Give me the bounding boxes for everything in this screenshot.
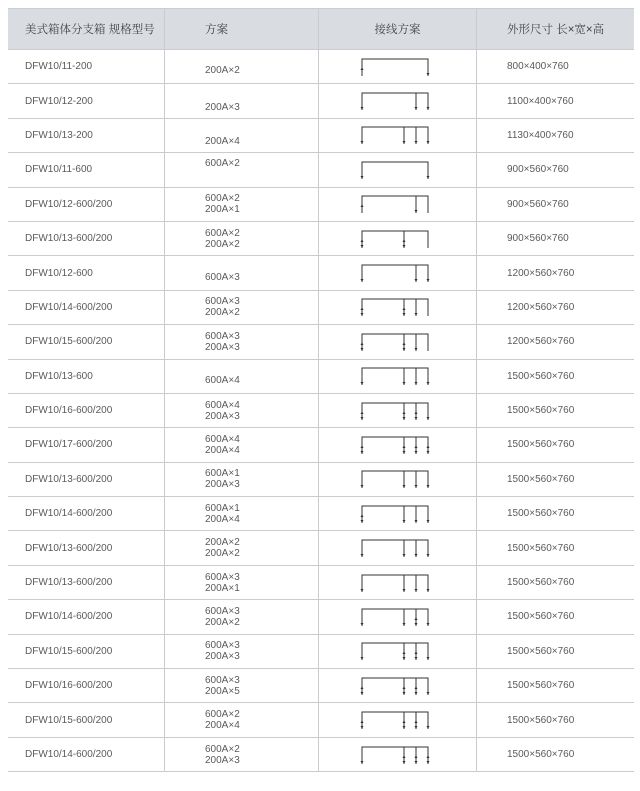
down-arrow-icon (414, 623, 417, 626)
plan-line: 600A×4 (205, 433, 240, 445)
plan-cell (165, 669, 319, 702)
down-arrow-icon (426, 417, 429, 420)
bus-line (362, 196, 428, 213)
plan-line: 200A×3 (205, 341, 240, 353)
plan-line: 200A×2 (205, 65, 240, 77)
size-cell: 1500×560×760 (507, 370, 575, 382)
plan-line: 200A×3 (205, 754, 240, 766)
up-arrow-icon (414, 411, 417, 414)
down-arrow-icon (426, 451, 429, 454)
up-arrow-icon (360, 204, 363, 207)
down-arrow-icon (426, 382, 429, 385)
down-arrow-icon (360, 313, 363, 316)
table-row (8, 669, 634, 703)
down-arrow-icon (426, 726, 429, 729)
up-arrow-icon (360, 411, 363, 414)
down-arrow-icon (414, 313, 417, 316)
header-model: 美式箱体分支箱 规格型号 (8, 9, 165, 49)
plan-cell (165, 497, 319, 530)
bus-line (362, 575, 428, 592)
down-arrow-icon (402, 692, 405, 695)
model-cell: DFW10/14-600/200 (8, 497, 165, 530)
size-cell: 1500×560×760 (507, 680, 575, 692)
up-arrow-icon (402, 445, 405, 448)
bus-line (362, 678, 428, 695)
wiring-diagram (358, 192, 438, 216)
down-arrow-icon (402, 726, 405, 729)
down-arrow-icon (414, 382, 417, 385)
bus-line (362, 437, 428, 454)
down-arrow-icon (426, 520, 429, 523)
plan-cell (165, 325, 319, 358)
plan-cell (165, 360, 319, 393)
table-row (8, 153, 634, 187)
wiring-diagram (358, 330, 438, 354)
up-arrow-icon (414, 755, 417, 758)
wiring-cell (319, 394, 477, 427)
down-arrow-icon (414, 520, 417, 523)
down-arrow-icon (426, 485, 429, 488)
down-arrow-icon (414, 485, 417, 488)
wiring-diagram (358, 399, 438, 423)
down-arrow-icon (426, 761, 429, 764)
model-cell: DFW10/13-200 (8, 119, 165, 152)
plan-cell (165, 635, 319, 668)
bus-line (362, 403, 428, 420)
size-cell: 1500×560×760 (507, 473, 575, 485)
bus-line (362, 368, 428, 385)
table-row (8, 256, 634, 290)
spec-table (8, 8, 634, 772)
plan-cell (165, 256, 319, 289)
wiring-cell (319, 360, 477, 393)
down-arrow-icon (360, 245, 363, 248)
down-arrow-icon (402, 417, 405, 420)
down-arrow-icon (414, 141, 417, 144)
wiring-cell (319, 531, 477, 564)
up-arrow-icon (414, 617, 417, 620)
up-arrow-icon (402, 307, 405, 310)
table-row (8, 463, 634, 497)
plan-line: 200A×3 (205, 101, 240, 113)
wiring-diagram (358, 89, 438, 113)
bus-line (362, 334, 428, 351)
wiring-cell (319, 428, 477, 461)
plan-cell (165, 153, 319, 186)
wiring-cell (319, 703, 477, 736)
model-cell: DFW10/13-600/200 (8, 222, 165, 255)
up-arrow-icon (402, 755, 405, 758)
down-arrow-icon (426, 692, 429, 695)
table-body (8, 50, 634, 772)
down-arrow-icon (414, 726, 417, 729)
table-row (8, 531, 634, 565)
wiring-diagram (358, 571, 438, 595)
size-cell: 900×560×760 (507, 164, 569, 176)
wiring-diagram (358, 158, 438, 182)
wiring-diagram (358, 536, 438, 560)
model-cell: DFW10/11-200 (8, 50, 165, 83)
down-arrow-icon (402, 520, 405, 523)
table-row (8, 394, 634, 428)
down-arrow-icon (426, 623, 429, 626)
wiring-cell (319, 222, 477, 255)
size-cell: 1500×560×760 (507, 542, 575, 554)
up-arrow-icon (402, 342, 405, 345)
wiring-diagram (358, 295, 438, 319)
plan-line: 600A×2 (205, 158, 240, 170)
model-cell: DFW10/12-600/200 (8, 188, 165, 221)
plan-line: 200A×5 (205, 685, 240, 697)
table-row (8, 738, 634, 772)
down-arrow-icon (426, 589, 429, 592)
plan-line: 600A×1 (205, 502, 240, 514)
up-arrow-icon (360, 239, 363, 242)
bus-line (362, 162, 428, 179)
down-arrow-icon (414, 210, 417, 213)
down-arrow-icon (414, 657, 417, 660)
down-arrow-icon (414, 554, 417, 557)
size-cell: 1500×560×760 (507, 405, 575, 417)
down-arrow-icon (402, 348, 405, 351)
bus-line (362, 712, 428, 729)
down-arrow-icon (414, 761, 417, 764)
up-arrow-icon (414, 720, 417, 723)
size-cell: 800×400×760 (507, 61, 569, 73)
plan-cell (165, 394, 319, 427)
size-cell: 1500×560×760 (507, 645, 575, 657)
table-header (8, 8, 634, 50)
up-arrow-icon (360, 445, 363, 448)
table-row (8, 600, 634, 634)
down-arrow-icon (402, 245, 405, 248)
plan-line: 200A×2 (205, 307, 240, 319)
table-row (8, 325, 634, 359)
wiring-cell (319, 635, 477, 668)
plan-cell (165, 291, 319, 324)
plan-cell (165, 50, 319, 83)
down-arrow-icon (414, 417, 417, 420)
wiring-cell (319, 188, 477, 221)
model-cell: DFW10/15-600/200 (8, 325, 165, 358)
down-arrow-icon (360, 554, 363, 557)
down-arrow-icon (360, 141, 363, 144)
model-cell: DFW10/12-200 (8, 84, 165, 117)
down-arrow-icon (402, 623, 405, 626)
bus-line (362, 59, 428, 76)
wiring-diagram (358, 55, 438, 79)
down-arrow-icon (360, 761, 363, 764)
plan-line: 200A×3 (205, 651, 240, 663)
down-arrow-icon (360, 623, 363, 626)
wiring-diagram (358, 227, 438, 251)
model-cell: DFW10/14-600/200 (8, 738, 165, 771)
bus-line (362, 299, 428, 316)
plan-line: 600A×3 (205, 605, 240, 617)
wiring-diagram (358, 639, 438, 663)
up-arrow-icon (360, 686, 363, 689)
down-arrow-icon (360, 657, 363, 660)
up-arrow-icon (360, 342, 363, 345)
table-row (8, 188, 634, 222)
down-arrow-icon (360, 692, 363, 695)
bus-line (362, 540, 428, 557)
model-cell: DFW10/14-600/200 (8, 291, 165, 324)
down-arrow-icon (402, 141, 405, 144)
table-row (8, 635, 634, 669)
down-arrow-icon (426, 141, 429, 144)
plan-line: 200A×4 (205, 720, 240, 732)
down-arrow-icon (414, 279, 417, 282)
plan-line: 200A×2 (205, 548, 240, 560)
size-cell: 1200×560×760 (507, 301, 575, 313)
up-arrow-icon (360, 67, 363, 70)
plan-line: 600A×2 (205, 193, 240, 205)
bus-line (362, 471, 428, 488)
up-arrow-icon (402, 411, 405, 414)
down-arrow-icon (360, 107, 363, 110)
plan-line: 200A×2 (205, 537, 240, 549)
plan-cell (165, 703, 319, 736)
plan-line: 600A×3 (205, 640, 240, 652)
wiring-cell (319, 738, 477, 771)
plan-line: 600A×3 (205, 674, 240, 686)
down-arrow-icon (360, 726, 363, 729)
wiring-cell (319, 291, 477, 324)
plan-cell (165, 222, 319, 255)
plan-line: 600A×4 (205, 374, 240, 386)
down-arrow-icon (414, 348, 417, 351)
plan-line: 600A×2 (205, 227, 240, 239)
size-cell: 1500×560×760 (507, 577, 575, 589)
plan-cell (165, 84, 319, 117)
model-cell: DFW10/13-600/200 (8, 463, 165, 496)
down-arrow-icon (402, 451, 405, 454)
model-cell: DFW10/15-600/200 (8, 635, 165, 668)
up-arrow-icon (402, 720, 405, 723)
plan-line: 600A×2 (205, 743, 240, 755)
plan-line: 600A×3 (205, 330, 240, 342)
table-row (8, 360, 634, 394)
plan-line: 200A×4 (205, 444, 240, 456)
wiring-cell (319, 669, 477, 702)
down-arrow-icon (360, 279, 363, 282)
up-arrow-icon (360, 514, 363, 517)
header-wiring: 接线方案 (319, 9, 477, 49)
wiring-cell (319, 256, 477, 289)
down-arrow-icon (426, 176, 429, 179)
table-row (8, 703, 634, 737)
size-cell: 1200×560×760 (507, 267, 575, 279)
model-cell: DFW10/13-600/200 (8, 531, 165, 564)
down-arrow-icon (426, 657, 429, 660)
size-cell: 1500×560×760 (507, 611, 575, 623)
down-arrow-icon (360, 485, 363, 488)
down-arrow-icon (402, 589, 405, 592)
model-cell: DFW10/15-600/200 (8, 703, 165, 736)
down-arrow-icon (360, 417, 363, 420)
plan-line: 200A×1 (205, 582, 240, 594)
table-row (8, 291, 634, 325)
plan-cell (165, 600, 319, 633)
plan-line: 600A×3 (205, 571, 240, 583)
plan-line: 200A×1 (205, 204, 240, 216)
model-cell: DFW10/12-600 (8, 256, 165, 289)
size-cell: 900×560×760 (507, 198, 569, 210)
down-arrow-icon (414, 692, 417, 695)
wiring-cell (319, 84, 477, 117)
plan-line: 200A×4 (205, 135, 240, 147)
bus-line (362, 506, 428, 523)
bus-line (362, 231, 428, 248)
down-arrow-icon (414, 107, 417, 110)
up-arrow-icon (426, 755, 429, 758)
down-arrow-icon (426, 554, 429, 557)
wiring-diagram (358, 433, 438, 457)
down-arrow-icon (402, 382, 405, 385)
size-cell: 1200×560×760 (507, 336, 575, 348)
down-arrow-icon (426, 279, 429, 282)
down-arrow-icon (402, 554, 405, 557)
up-arrow-icon (426, 445, 429, 448)
plan-line: 200A×3 (205, 479, 240, 491)
up-arrow-icon (414, 445, 417, 448)
down-arrow-icon (360, 451, 363, 454)
wiring-cell (319, 153, 477, 186)
table-row (8, 497, 634, 531)
plan-line: 200A×2 (205, 616, 240, 628)
down-arrow-icon (360, 176, 363, 179)
model-cell: DFW10/11-600 (8, 153, 165, 186)
plan-cell (165, 531, 319, 564)
plan-line: 200A×3 (205, 410, 240, 422)
up-arrow-icon (402, 651, 405, 654)
size-cell: 900×560×760 (507, 233, 569, 245)
table-row (8, 84, 634, 118)
size-cell: 1500×560×760 (507, 439, 575, 451)
size-cell: 1130×400×760 (507, 129, 574, 141)
plan-cell (165, 428, 319, 461)
model-cell: DFW10/16-600/200 (8, 669, 165, 702)
bus-line (362, 265, 428, 282)
wiring-diagram (358, 261, 438, 285)
plan-cell (165, 566, 319, 599)
table-row (8, 119, 634, 153)
down-arrow-icon (402, 657, 405, 660)
model-cell: DFW10/17-600/200 (8, 428, 165, 461)
up-arrow-icon (402, 239, 405, 242)
up-arrow-icon (414, 651, 417, 654)
wiring-diagram (358, 364, 438, 388)
wiring-diagram (358, 123, 438, 147)
size-cell: 1500×560×760 (507, 714, 575, 726)
down-arrow-icon (426, 73, 429, 76)
wiring-diagram (358, 743, 438, 767)
wiring-diagram (358, 674, 438, 698)
plan-line: 600A×3 (205, 296, 240, 308)
down-arrow-icon (414, 589, 417, 592)
down-arrow-icon (426, 107, 429, 110)
size-cell: 1500×560×760 (507, 508, 575, 520)
down-arrow-icon (360, 589, 363, 592)
bus-line (362, 643, 428, 660)
wiring-diagram (358, 467, 438, 491)
wiring-diagram (358, 708, 438, 732)
up-arrow-icon (402, 686, 405, 689)
wiring-diagram (358, 502, 438, 526)
header-plan: 方案 (165, 9, 319, 49)
up-arrow-icon (360, 720, 363, 723)
model-cell: DFW10/16-600/200 (8, 394, 165, 427)
plan-line: 200A×2 (205, 238, 240, 250)
wiring-cell (319, 566, 477, 599)
down-arrow-icon (414, 451, 417, 454)
wiring-cell (319, 600, 477, 633)
wiring-cell (319, 119, 477, 152)
plan-cell (165, 188, 319, 221)
plan-cell (165, 738, 319, 771)
model-cell: DFW10/14-600/200 (8, 600, 165, 633)
bus-line (362, 747, 428, 764)
plan-cell (165, 463, 319, 496)
down-arrow-icon (360, 520, 363, 523)
up-arrow-icon (414, 686, 417, 689)
bus-line (362, 127, 428, 144)
table-row (8, 50, 634, 84)
down-arrow-icon (360, 382, 363, 385)
plan-line: 600A×4 (205, 399, 240, 411)
wiring-cell (319, 50, 477, 83)
bus-line (362, 609, 428, 626)
wiring-cell (319, 497, 477, 530)
down-arrow-icon (402, 761, 405, 764)
bus-line (362, 93, 428, 110)
plan-line: 200A×4 (205, 513, 240, 525)
plan-line: 600A×3 (205, 271, 240, 283)
down-arrow-icon (402, 313, 405, 316)
table-row (8, 566, 634, 600)
model-cell: DFW10/13-600/200 (8, 566, 165, 599)
up-arrow-icon (360, 307, 363, 310)
down-arrow-icon (360, 348, 363, 351)
table-row (8, 222, 634, 256)
down-arrow-icon (402, 485, 405, 488)
model-cell: DFW10/13-600 (8, 360, 165, 393)
wiring-cell (319, 325, 477, 358)
plan-line: 600A×1 (205, 468, 240, 480)
size-cell: 1500×560×760 (507, 749, 575, 760)
table-row (8, 428, 634, 462)
wiring-cell (319, 463, 477, 496)
header-size: 外形尺寸 长×宽×高 (507, 24, 605, 36)
plan-line: 600A×2 (205, 709, 240, 721)
wiring-diagram (358, 605, 438, 629)
size-cell: 1100×400×760 (507, 95, 574, 107)
plan-cell (165, 119, 319, 152)
